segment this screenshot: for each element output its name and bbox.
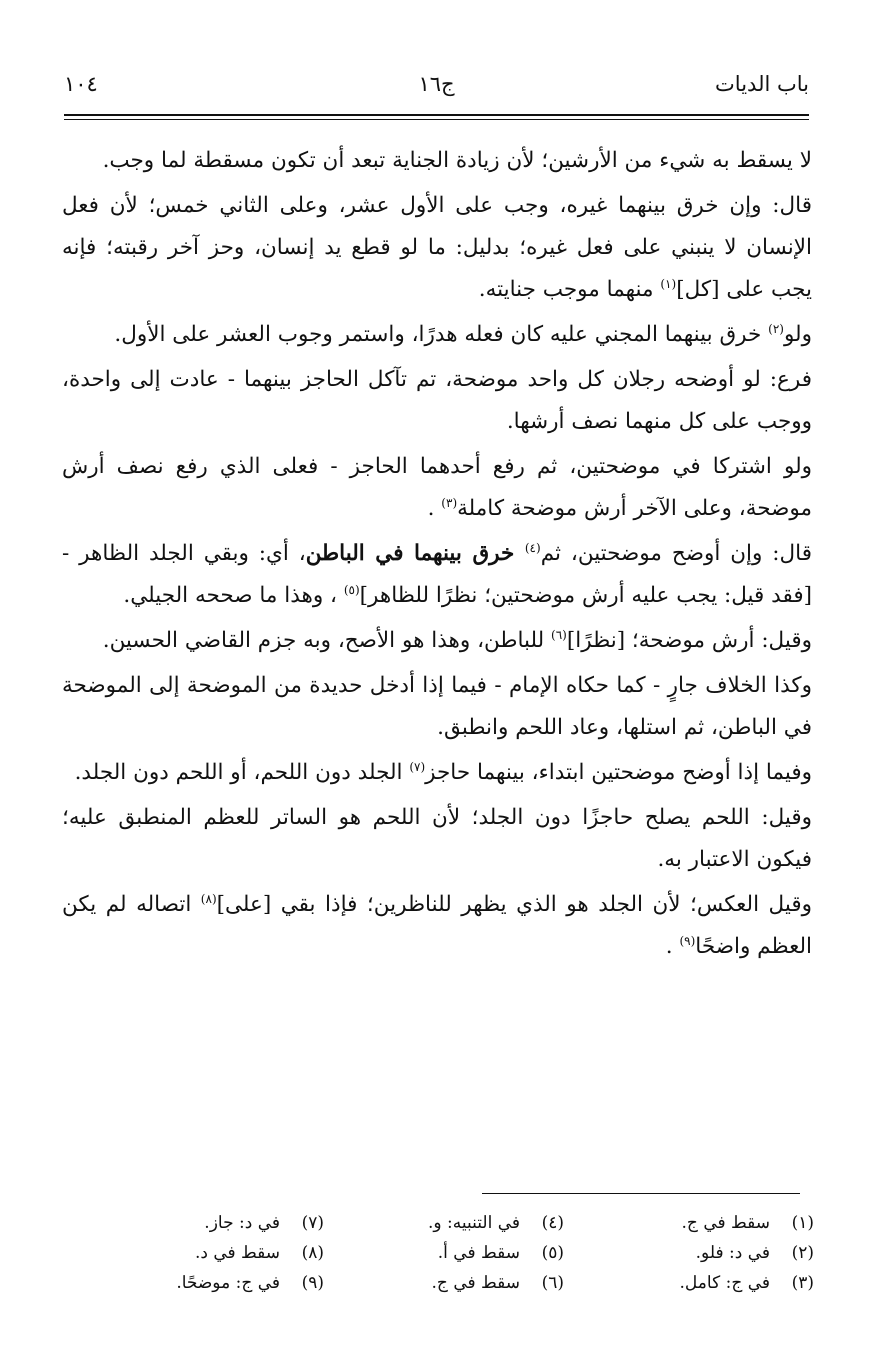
footnote-ref[interactable]: (٧) xyxy=(409,759,426,774)
footnote-ref[interactable]: (٨) xyxy=(200,891,217,906)
footnote-ref[interactable]: (٣) xyxy=(441,495,458,510)
footnote-ref[interactable]: (٥) xyxy=(343,582,360,597)
footnote-ref[interactable]: (٦) xyxy=(551,627,567,642)
paragraph: ولو$^{(٢)}$ خرق بينهما المجني عليه كان فعله هدرًا، واستمر وجوب العشر على الأول. xyxy=(114,321,812,347)
footnote: (٧)في د: جاز. xyxy=(204,1213,324,1233)
footnote: (٨)سقط في د. xyxy=(194,1243,324,1263)
paragraph: وكذا الخلاف جارٍ - كما حكاه الإمام - فيما إذا أدخل حديدة من الموضحة إلى الموضحة في الباطن، ثم استلها، وعاد اللحم وانطبق. xyxy=(62,673,812,740)
footnote-divider xyxy=(482,1193,800,1194)
page-header xyxy=(64,72,809,112)
footnote: (٤)في التنبيه: و. xyxy=(428,1213,564,1233)
footnote: (٩)في ج: موضحًا. xyxy=(176,1273,324,1293)
paragraph: فرع: لو أوضحه رجلان كل واحد موضحة، تم تآكل الحاجز بينهما - عادت إلى واحدة، ووجب على كل منهما نصف أرشها. xyxy=(62,367,812,434)
chapter-title: باب الديات xyxy=(715,72,809,96)
footnote: (١)سقط في ج. xyxy=(681,1213,814,1233)
header-rule-thick xyxy=(64,114,809,116)
paragraph: وقيل: اللحم يصلح حاجزًا دون الجلد؛ لأن اللحم هو الساتر للعظم المنطبق عليه؛ فيكون الاعتبار به. xyxy=(62,805,812,872)
paragraph: لا يسقط به شيء من الأرشين؛ لأن زيادة الجناية تبعد أن تكون مسقطة لما وجب. xyxy=(102,148,812,173)
footnote: (٣)في ج: كامل. xyxy=(679,1273,814,1293)
footnote: (٢)في د: فلو. xyxy=(695,1243,814,1263)
paragraph: وفيما إذا أوضح موضحتين ابتداء، بينهما حاجز$^{(٧)}$ الجلد دون اللحم، أو اللحم دون الجلد. xyxy=(74,759,812,785)
footnote-ref[interactable]: (٢) xyxy=(768,321,784,336)
header-rule-thin xyxy=(64,119,809,120)
paragraph: وقيل: أرش موضحة؛ [نظرًا]$^{(٦)}$ للباطن، وهذا هو الأصح، وبه جزم القاضي الحسين. xyxy=(102,627,812,653)
page-number: ١٠٤ xyxy=(64,72,98,96)
footnote-ref[interactable]: (٤) xyxy=(524,540,541,555)
paragraph: قال: وإن خرق بينهما غيره، وجب على الأول عشر، وعلى الثاني خمس؛ لأن فعل الإنسان لا ينبني على فعل غيره؛ بدليل: ما لو قطع يد إنسان، وحز آخر رقبته؛ فإنه يجب على [كل]$^{(١)}$ منهما موجب جنايته. xyxy=(62,193,812,302)
footnote-ref[interactable]: (٩) xyxy=(679,933,696,948)
paragraph: قال: وإن أوضح موضحتين، ثم$^{(٤)}$ خرق بينهما في الباطن، أي: وبقي الجلد الظاهر - [فقد قيل: يجب عليه أرش موضحتين؛ نظرًا للظاهر]$^{(٥)}$ ، وهذا ما صححه الجيلي. xyxy=(62,540,812,608)
paragraph: وقيل العكس؛ لأن الجلد هو الذي يظهر للناظرين؛ فإذا بقي [على]$^{(٨)}$ اتصاله لم يكن العظم واضحًا$^{(٩)}$ . xyxy=(62,891,812,959)
footnotes xyxy=(110,1208,814,1298)
footnote: (٦)سقط في ج. xyxy=(431,1273,564,1293)
main-text xyxy=(62,140,812,971)
footnote: (٥)سقط في أ. xyxy=(437,1243,564,1263)
paragraph: ولو اشتركا في موضحتين، ثم رفع أحدهما الحاجز - فعلى الذي رفع نصف أرش موضحة، وعلى الآخر أرش موضحة كاملة$^{(٣)}$ . xyxy=(62,454,812,521)
footnote-ref[interactable]: (١) xyxy=(660,276,677,291)
volume-number: ج١٦ xyxy=(418,72,455,96)
